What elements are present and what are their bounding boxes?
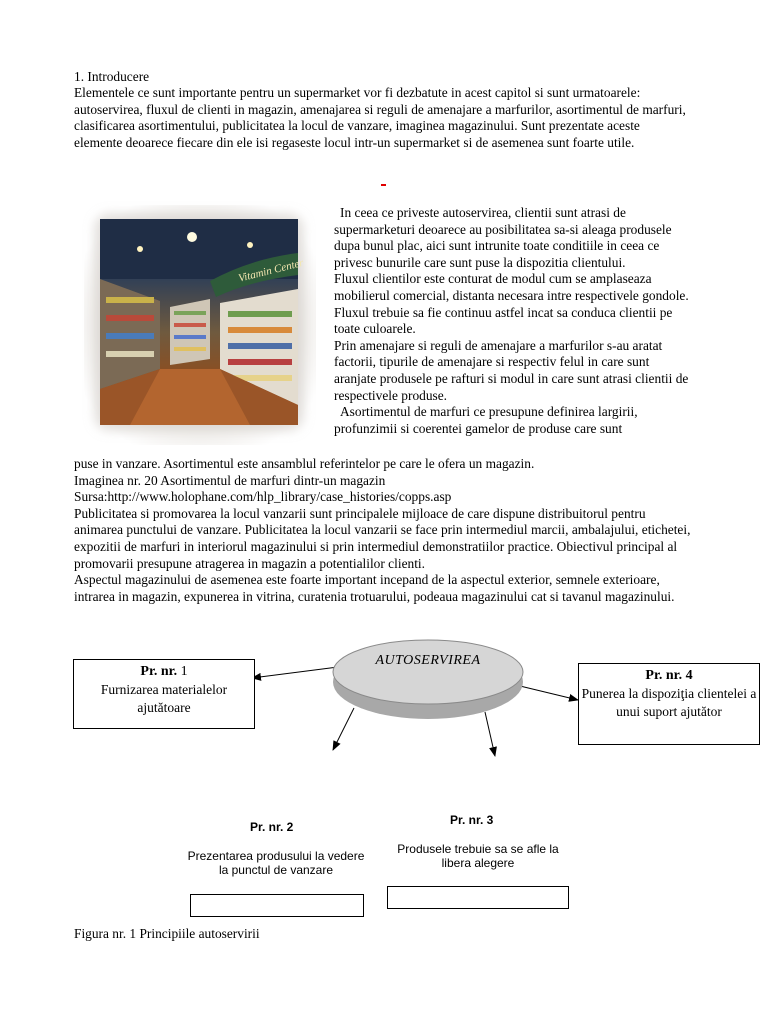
pr1-label: Pr. nr. <box>140 664 178 679</box>
paragraph-arrangement: Prin amenajare si reguli de amenajare a marfurilor s-au aratat factorii, tipurile de amenajare si respectiv felul in care sunt aranjate produsele pe rafturi si modul in care sunt atrasi clientii de respectivele produse. <box>334 337 689 403</box>
pr4-label: Pr. nr. 4 <box>645 668 693 683</box>
pr3-text: Produsele trebuie sa se afle la libera alegere <box>397 842 559 870</box>
image-caption: Imaginea nr. 20 Asortimentul de marfuri dintr-un magazin <box>74 472 386 488</box>
pr1-box <box>73 659 255 729</box>
pr1-text: Furnizarea materialelor ajutătoare <box>100 681 228 715</box>
pr2-label: Pr. nr. 2 <box>250 820 294 834</box>
autoservirea-ellipse <box>330 638 526 722</box>
paragraph-assortment: Asortimentul de marfuri ce presupune definirea largirii, profunzimii si coerentei gamelor de produse care sunt <box>334 404 638 436</box>
paragraph-self-service: In ceea ce priveste autoservirea, clientii sunt atrasi de supermarketuri deoarece au posibilitatea sa-si aleaga produsele dupa bunul plac, aici sunt intrunite toate conditiile in ceea ce privesc bunurile care sunt puse la dispozitia clientului. <box>334 205 672 270</box>
assortment-continuation: puse in vanzare. Asortimentul este ansamblul referintelor pe care le ofera un magazin. <box>74 456 535 471</box>
arrow-to-pr4 <box>520 686 578 700</box>
figure-caption: Figura nr. 1 Principiile autoservirii <box>74 926 260 941</box>
pr4-text: Punerea la dispoziţia clientelei a unui suport ajutător <box>581 685 757 719</box>
paragraph-customer-flow: Fluxul clientilor este conturat de modul cum se amplaseaza mobilierul comercial, distanta necesara intre respectivele gondole. Fluxul trebuie sa fie continuu astfel incat sa conduca clientii pe toate culoarele. <box>334 271 689 337</box>
section-heading: 1. Introducere <box>74 69 150 84</box>
arrow-to-pr1 <box>252 667 338 678</box>
pr3-empty-box <box>387 886 569 909</box>
source-link[interactable]: Sursa:http://www.holophane.com/hlp_library/case_histories/copps.asp <box>74 489 452 505</box>
pr1-number: 1 <box>180 664 188 679</box>
pr2-empty-box <box>190 894 364 917</box>
paragraph-aspect: Aspectul magazinului de asemenea este foarte important incepand de la aspectul exterior, semnele exterioare, intrarea in magazin, expunerea in vitrina, curatenia trotuarului, podeaua magazinului cat si tavanul magazinului. <box>74 572 675 604</box>
pr4-box <box>578 663 760 745</box>
intro-paragraph: Elementele ce sunt importante pentru un supermarket vor fi dezbatute in acest capitol si sunt urmatoarele: autoservirea, fluxul de clienti in magazin, amenajarea si reguli de amenajare a marfurilor, asortimentul de marfuri, clasificarea asortimentului, publicitatea la locul de vanzare, imaginea magazinului. Sunt prezentate aceste elemente deoarece fiecare din ele isi regaseste locul intr-un supermarket si de asemenea sunt foarte utile. <box>74 85 686 150</box>
pr2-text: Prezentarea produsului la vedere la punctul de vanzare <box>187 849 365 877</box>
pr3-label: Pr. nr. 3 <box>450 813 494 827</box>
center-label: AUTOSERVIREA <box>375 653 481 668</box>
store-sign-text: Vitamin Center <box>237 256 305 285</box>
paragraph-publicity: Publicitatea si promovarea la locul vanzarii sunt principalele mijloace de care dispune distribuitorul pentru animarea punctului de vanzare. Publicitatea la locul vanzarii se face prin intermediul marcii, ambalajului, etichetei, expozitii de marfuri in interiorul magazinului si prin intermediul demonstratiilor practice. Obiectivul principal al promovarii presupune atragerea in magazin a potentialilor clienti. <box>74 505 691 571</box>
